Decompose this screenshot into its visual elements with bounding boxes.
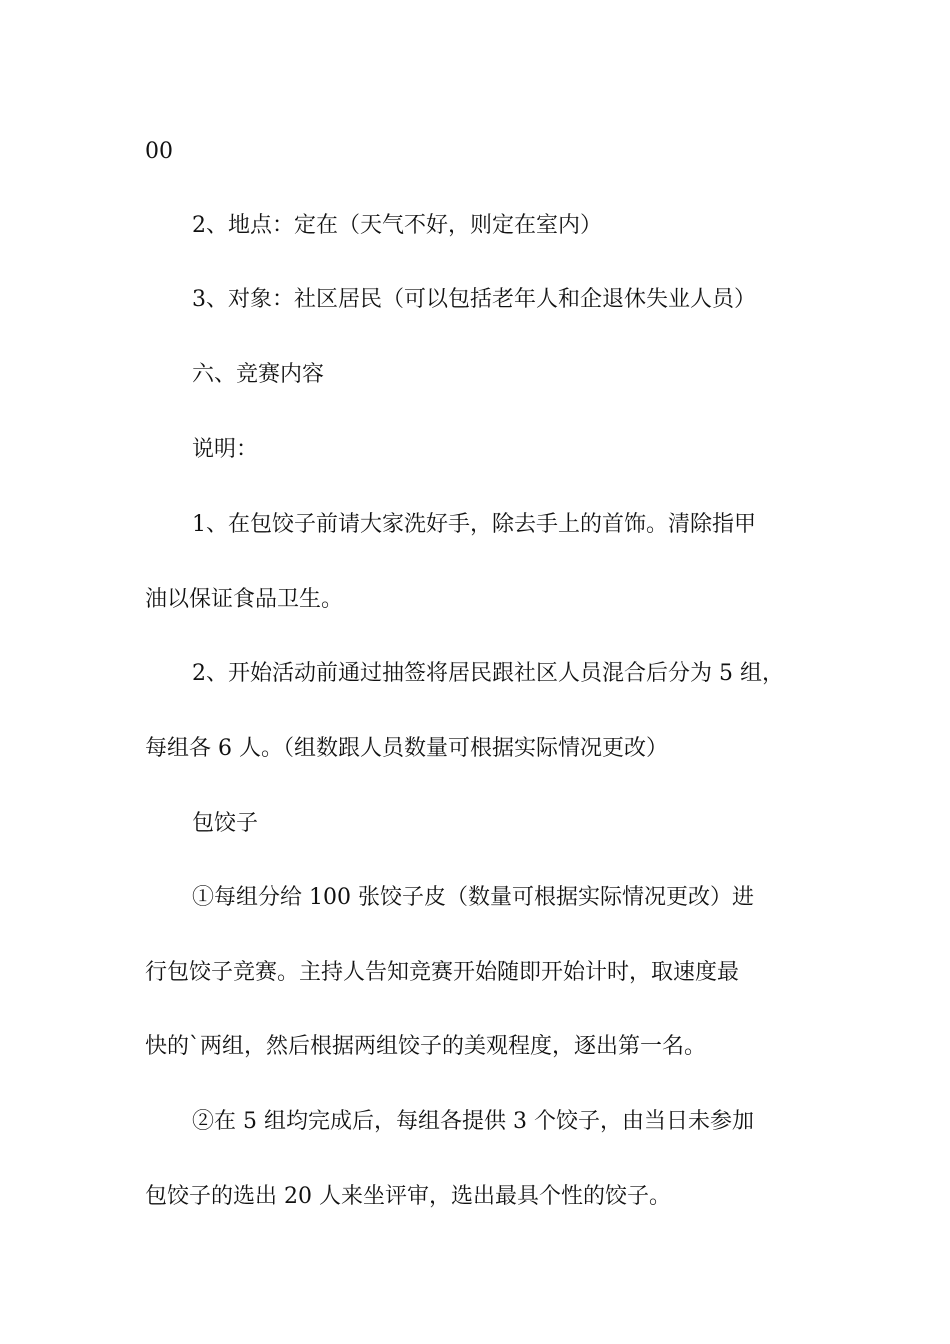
text-line-rule-1-cont-b: 快的`两组，然后根据两组饺子的美观程度，逐出第一名。: [145, 1034, 707, 1059]
subheading-dumplings: 包饺子: [192, 811, 259, 836]
text-line-item-2-cont: 每组各 6 人。（组数跟人员数量可根据实际情况更改）: [145, 736, 668, 761]
text-line-item-2: 2、开始活动前通过抽签将居民跟社区人员混合后分为 5 组，: [192, 661, 784, 686]
text-line-notes-label: 说明：: [192, 437, 259, 462]
text-line-item-1: 1、在包饺子前请大家洗好手，除去手上的首饰。清除指甲: [192, 512, 756, 537]
text-line-continuation: 00: [145, 139, 173, 164]
text-line-item-1-cont: 油以保证食品卫生。: [145, 587, 344, 612]
text-line-location: 2、地点：定在（天气不好，则定在室内）: [192, 213, 602, 238]
text-line-rule-2: ②在 5 组均完成后，每组各提供 3 个饺子，由当日未参加: [192, 1109, 754, 1134]
text-line-rule-1-cont-a: 行包饺子竞赛。主持人告知竞赛开始随即开始计时，取速度最: [145, 960, 740, 985]
section-heading-contest-content: 六、竞赛内容: [192, 362, 325, 387]
text-line-rule-1: ①每组分给 100 张饺子皮（数量可根据实际情况更改）进: [192, 885, 754, 910]
text-line-rule-2-cont: 包饺子的选出 20 人来坐评审，选出最具个性的饺子。: [145, 1184, 671, 1209]
text-line-audience: 3、对象：社区居民（可以包括老年人和企退休失业人员）: [192, 287, 756, 312]
